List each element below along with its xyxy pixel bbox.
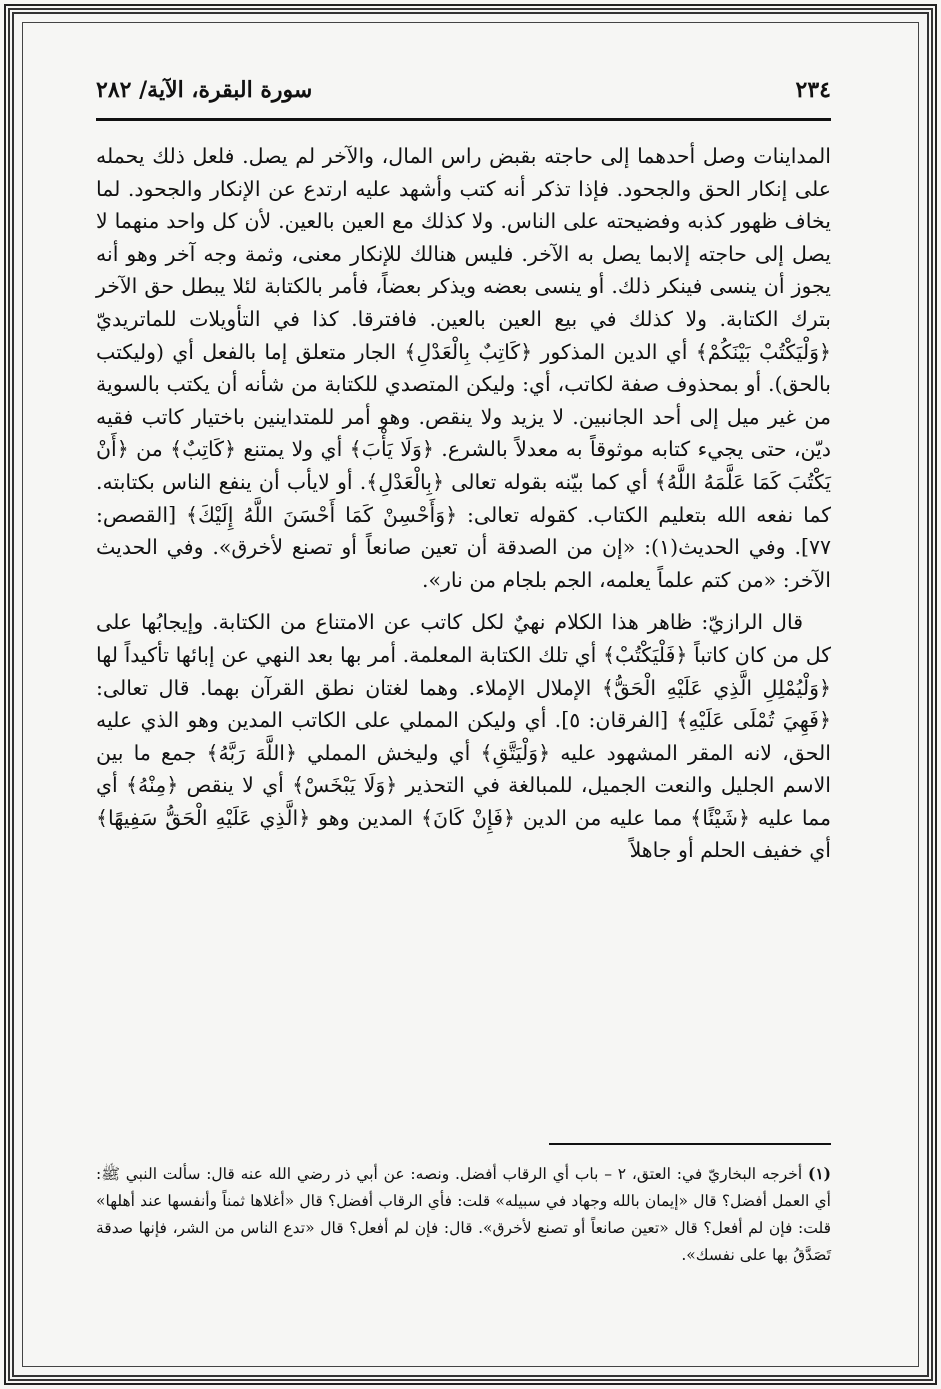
header-rule [96,118,831,121]
page-number: ٢٣٤ [795,77,831,103]
footnote [96,1160,831,1269]
main-text [96,140,831,867]
footnote-number: (١) [807,1164,831,1183]
surah-title: سورة البقرة، الآية/ ٢٨٢ [96,77,313,103]
footnote-text: أخرجه البخاريّ في: العتق، ٢ – باب أي الرقاب أفضل. ونصه: عن أبي ذر رضي الله عنه قال: سألت النبي ﷺ: أي العمل أفضل؟ قال «إيمان بالله وجهاد في سبيله» قلت: فأي الرقاب أفضل؟ قال «أغلاها ثمناً وأنفسها عند أهلها» قلت: فإن لم أفعل؟ قال «تعين صانعاً أو تصنع لأخرق». قال: فإن لم أفعل؟ قال «تدع الناس من الشر، فإنها صدقة تَصَدَّقُ بها على نفسك». [96,1165,831,1264]
footnote-rule [549,1143,831,1145]
page-header [96,70,831,110]
paragraph: المداينات وصل أحدهما إلى حاجته بقبض راس المال، والآخر لم يصل. فلعل ذلك يحمله على إنكار الحق والجحود. فإذا تذكر أنه كتب وأشهد عليه ارتدع عن الإنكار والجحود. لما يخاف ظهور كذبه وفضيحته على الناس. ولا كذلك مع العين بالعين. لأن كل واحد منهما لا يصل إلى حاجته إلابما يصل به الآخر. فليس هنالك للإنكار معنى، وثمة وجه آخر وهو أنه يجوز أن ينسى فينكر ذلك. أو ينسى بعضه ويذكر بعضاً، فأمر بالكتابة لئلا يبطل حق الآخر بترك الكتابة. ولا كذلك في بيع العين بالعين. فافترقا. كذا في التأويلات للماتريديّ ﴿وَلْيَكْتُبْ بَيْنَكُمْ﴾ أي الدين المذكور ﴿كَاتِبٌ بِالْعَدْلِ﴾ الجار متعلق إما بالفعل أي (وليكتب بالحق). أو بمحذوف صفة لكاتب، أي: وليكن المتصدي للكتابة من شأنه أن يكتب بالسوية من غير ميل إلى أحد الجانبين. لا يزيد ولا ينقص. وهو أمر للمتداينين باختيار كاتب فقيه ديّن، حتى يجيء كتابه موثوقاً به معدلاً بالشرع. ﴿وَلَا يَأْبَ﴾ أي ولا يمتنع ﴿كَاتِبٌ﴾ من ﴿أَنْ يَكْتُبَ كَمَا عَلَّمَهُ اللَّهُ﴾ أي كما بيّنه بقوله تعالى ﴿بِالْعَدْلِ﴾. أو لايأب أن ينفع الناس بكتابته. كما نفعه الله بتعليم الكتاب. كقوله تعالى: ﴿وَأَحْسِنْ كَمَا أَحْسَنَ اللَّهُ إِلَيْكَ﴾ [القصص: ٧٧]. وفي الحديث(١): «إن من الصدقة أن تعين صانعاً أو تصنع لأخرق». وفي الحديث الآخر: «من كتم علماً يعلمه، الجم بلجام من نار». [96,144,831,592]
paragraph: قال الرازيّ: ظاهر هذا الكلام نهيٌ لكل كاتب عن الامتناع من الكتابة. وإيجابُها على كل من كان كاتباً ﴿فَلْيَكْتُبْ﴾ أي تلك الكتابة المعلمة. أمر بها بعد النهي عن إبائها تأكيداً لها ﴿وَلْيُمْلِلِ الَّذِي عَلَيْهِ الْحَقُّ﴾ الإملال الإملاء. وهما لغتان نطق القرآن بهما. قال تعالى: ﴿فَهِيَ تُمْلَى عَلَيْهِ﴾ [الفرقان: ٥]. أي وليكن المملي على الكاتب المدين وهو الذي عليه الحق، لانه المقر المشهود عليه ﴿وَلْيَتَّقِ﴾ أي وليخش المملي ﴿اللَّهَ رَبَّهُ﴾ جمع ما بين الاسم الجليل والنعت الجميل، للمبالغة في التحذير ﴿وَلَا يَبْخَسْ﴾ أي لا ينقص ﴿مِنْهُ﴾ أي مما عليه ﴿شَيْئًا﴾ مما عليه من الدين ﴿فَإِنْ كَانَ﴾ المدين وهو ﴿الَّذِي عَلَيْهِ الْحَقُّ سَفِيهًا﴾ أي خفيف الحلم أو جاهلاً [96,610,831,863]
